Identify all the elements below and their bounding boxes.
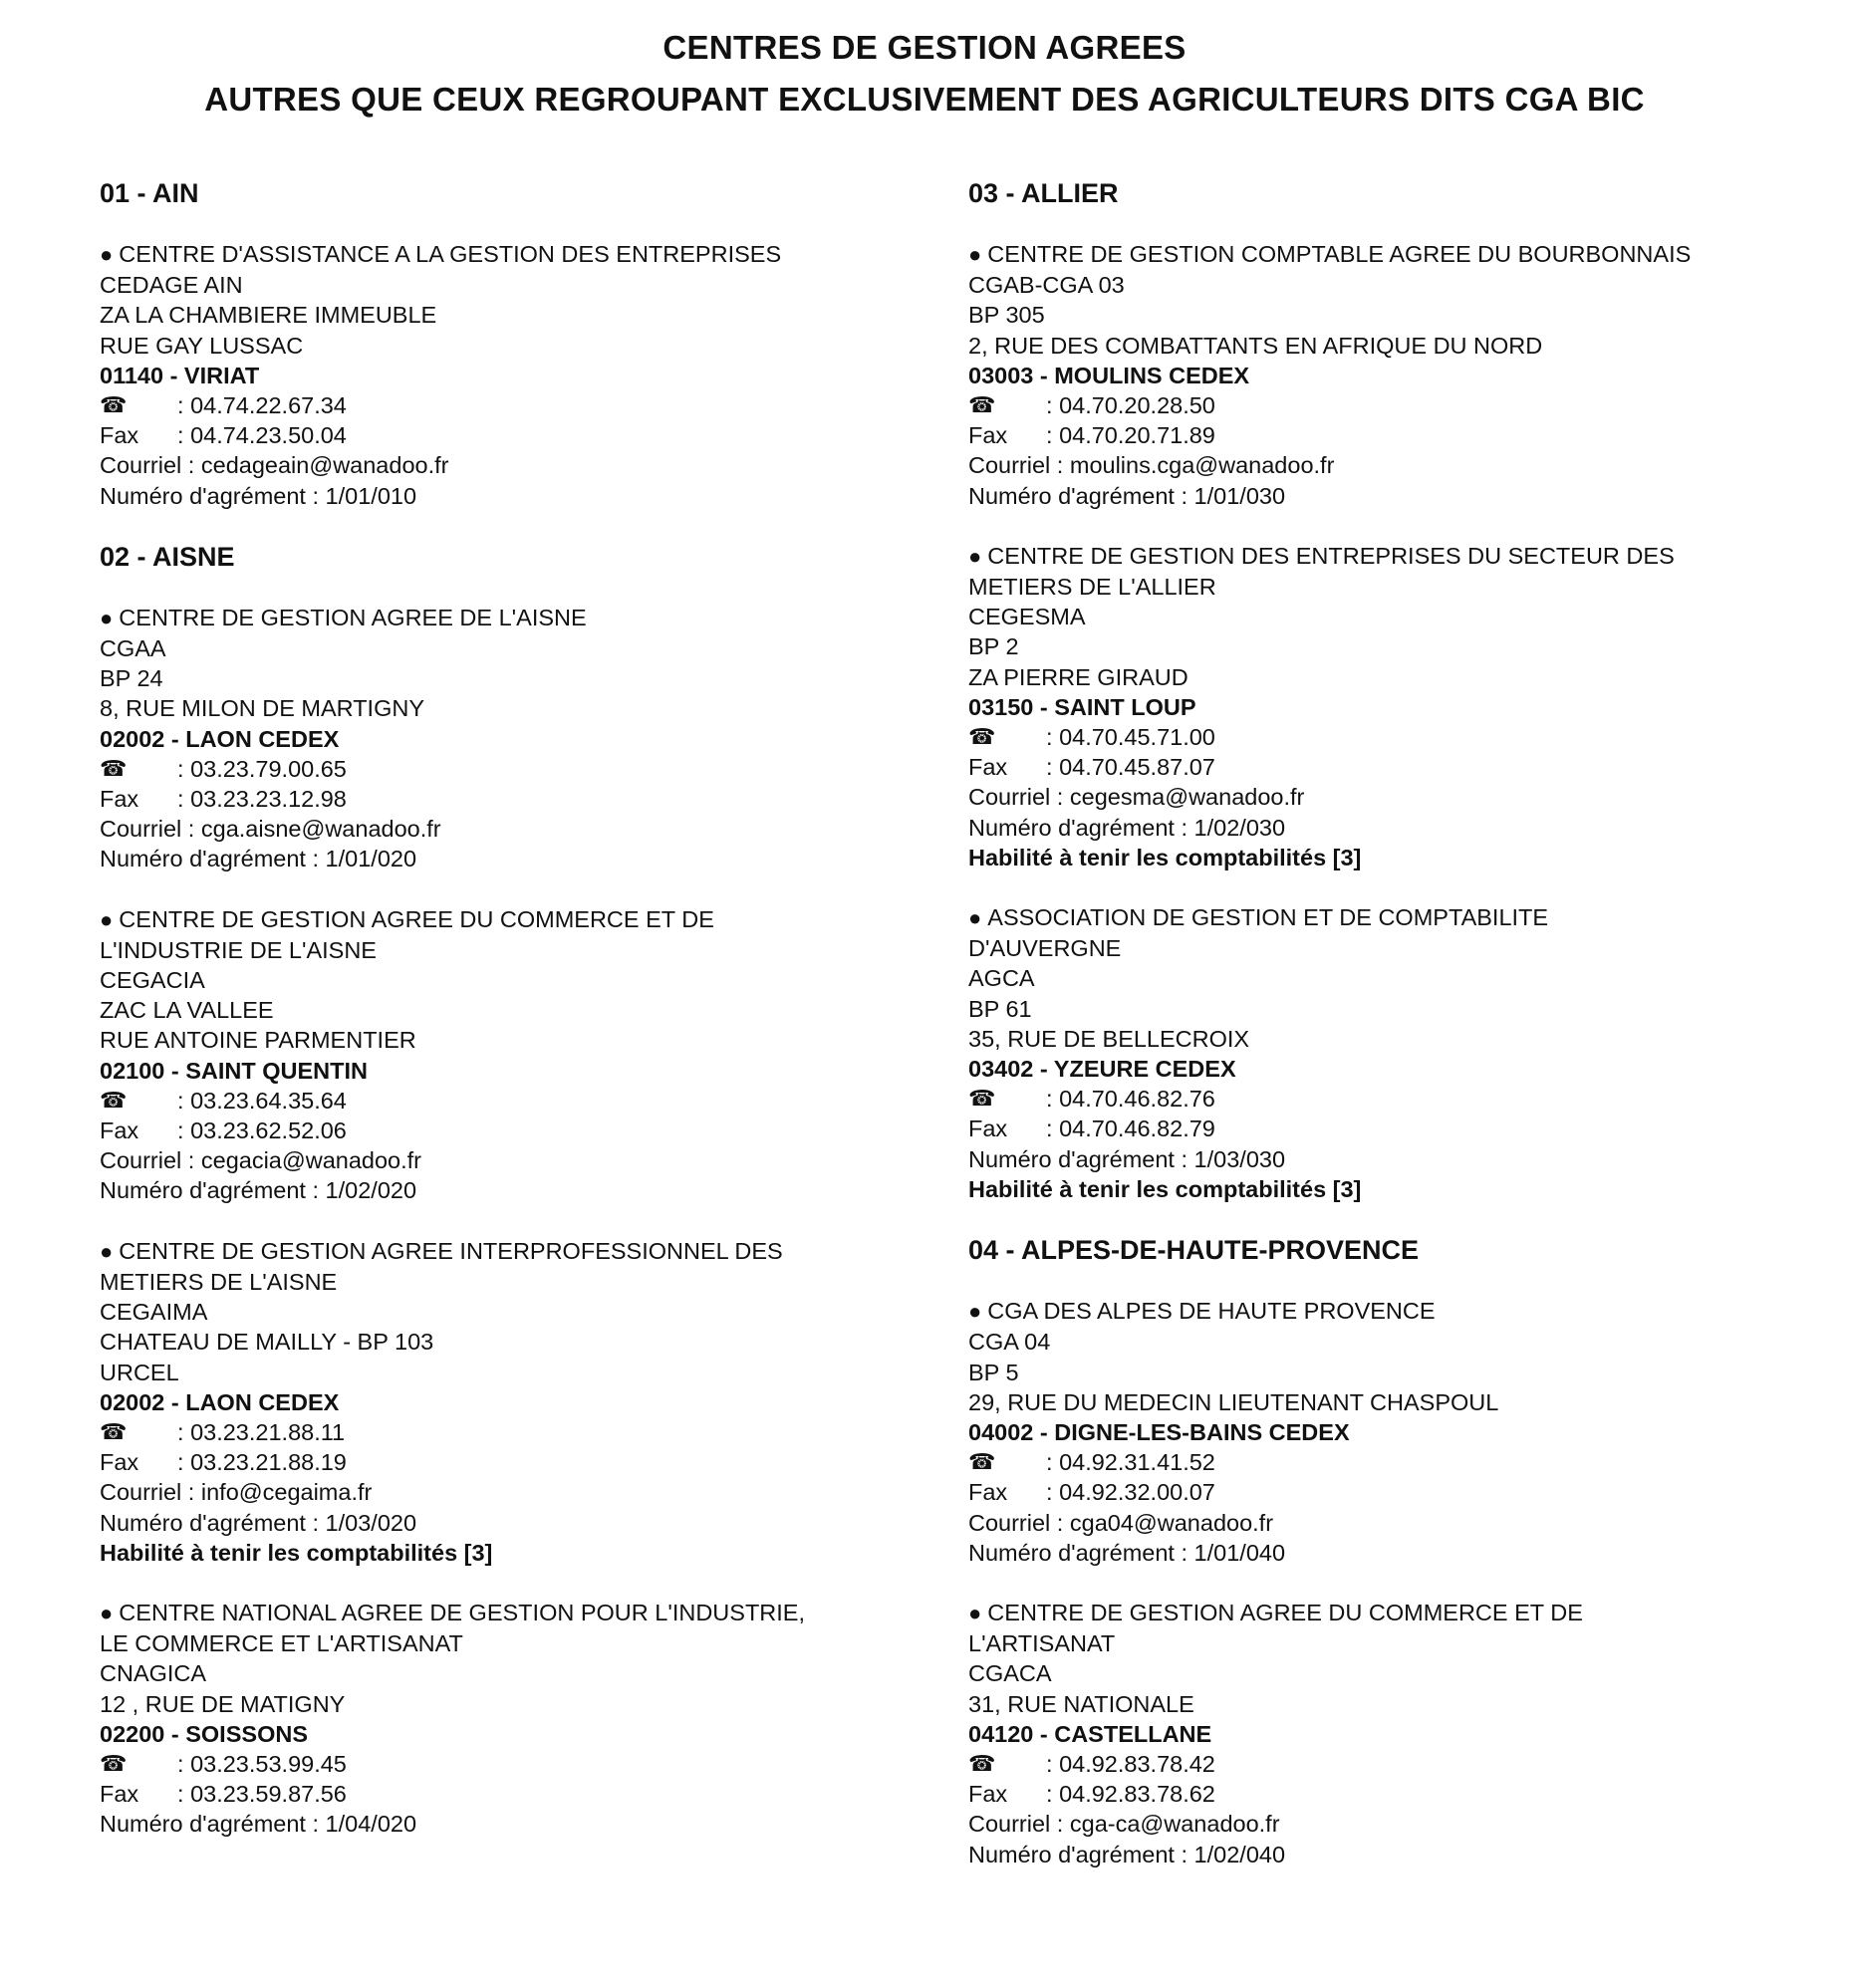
center-name: CGA DES ALPES DE HAUTE PROVENCE: [987, 1298, 1436, 1325]
fax-label: Fax: [100, 1449, 139, 1476]
accounting-authorization: Habilité à tenir les comptabilités [3]: [100, 1539, 493, 1566]
address-line: URCEL: [100, 1359, 179, 1385]
bullet-icon: ●: [100, 906, 114, 932]
fax-number: 04.70.46.82.79: [1059, 1116, 1215, 1142]
approval-number: 1/02/030: [1193, 814, 1286, 841]
address-line: 29, RUE DU MEDECIN LIEUTENANT CHASPOUL: [968, 1388, 1499, 1415]
address-line: BP 5: [968, 1359, 1019, 1385]
approval-label: Numéro d'agrément :: [100, 1509, 326, 1536]
phone-number: 03.23.53.99.45: [190, 1750, 347, 1777]
phone-number: 03.23.79.00.65: [190, 755, 347, 782]
address-line: 35, RUE DE BELLECROIX: [968, 1025, 1250, 1052]
fax-label: Fax: [100, 1781, 139, 1808]
fax-label: Fax: [968, 1781, 1008, 1808]
center-name: CENTRE DE GESTION AGREE DU COMMERCE ET DE: [119, 905, 714, 932]
phone-icon: ☎: [100, 1418, 128, 1444]
address-line: RUE ANTOINE PARMENTIER: [100, 1027, 416, 1054]
left-column: [100, 177, 956, 1869]
address-line: BP 61: [968, 995, 1032, 1022]
approval-label: Numéro d'agrément :: [100, 846, 326, 872]
center-entry: ● CENTRE DE GESTION AGREE DE L'AISNE CGAA BP 24 8, RUE MILON DE MARTIGNY 02002 - LAON CEDEX ☎ : 03.23.79.00.65 Fax : 03.23.23.12.98 Courriel : cga.aisne@wanadoo.fr Numéro d'agrément : 1/01/020: [100, 603, 956, 874]
center-acronym: CGAA: [100, 635, 166, 662]
phone-icon: ☎: [100, 755, 128, 781]
postal-city: 03150 - SAINT LOUP: [968, 693, 1196, 720]
phone-icon: ☎: [968, 724, 996, 750]
address-line: 31, RUE NATIONALE: [968, 1690, 1194, 1717]
phone-number: 04.70.20.28.50: [1059, 392, 1215, 419]
phone-number: 04.92.83.78.42: [1059, 1750, 1215, 1777]
center-entry: ● CENTRE DE GESTION AGREE DU COMMERCE ET DE L'ARTISANAT CGACA 31, RUE NATIONALE 04120 - CASTELLANE ☎ : 04.92.83.78.42 Fax : 04.92.83.78.62 Courriel : cga-ca@wanadoo.fr Numéro d'agrément : 1/02/040: [968, 1598, 1825, 1869]
center-acronym: CGAB-CGA 03: [968, 272, 1125, 299]
center-acronym: CEGESMA: [968, 604, 1086, 630]
email-label: Courriel :: [968, 452, 1070, 479]
fax-number: 03.23.62.52.06: [190, 1118, 347, 1144]
phone-icon: ☎: [100, 1087, 128, 1113]
department-heading: 03 - ALLIER: [968, 178, 1119, 208]
approval-label: Numéro d'agrément :: [100, 482, 326, 509]
fax-number: 03.23.21.88.19: [190, 1449, 347, 1476]
center-entry: ● CENTRE DE GESTION AGREE INTERPROFESSIONNEL DES METIERS DE L'AISNE CEGAIMA CHATEAU DE MAILLY - BP 103 URCEL 02002 - LAON CEDEX ☎ : 03.23.21.88.11 Fax : 03.23.21.88.19 Courriel : info@cegaima.fr Numéro d'agrément : 1/03/020 Habilité à tenir les comptabilités [3]: [100, 1236, 956, 1568]
address-line: ZA PIERRE GIRAUD: [968, 663, 1189, 690]
phone-number: 03.23.64.35.64: [190, 1087, 347, 1114]
fax-number: 04.92.32.00.07: [1059, 1479, 1215, 1506]
phone-number: 04.70.45.71.00: [1059, 724, 1215, 751]
center-name: CENTRE DE GESTION AGREE DE L'AISNE: [119, 604, 587, 630]
email-address: cga.aisne@wanadoo.fr: [200, 816, 441, 843]
center-entry: ● CENTRE NATIONAL AGREE DE GESTION POUR L'INDUSTRIE, LE COMMERCE ET L'ARTISANAT CNAGICA 12 , RUE DE MATIGNY 02200 - SOISSONS ☎ : 03.23.53.99.45 Fax : 03.23.59.87.56 Numéro d'agrément : 1/04/020: [100, 1598, 956, 1840]
bullet-icon: ●: [968, 543, 982, 569]
department-heading: 02 - AISNE: [100, 541, 235, 572]
fax-label: Fax: [968, 1479, 1008, 1506]
email-address: cedageain@wanadoo.fr: [200, 452, 449, 479]
bullet-icon: ●: [968, 905, 982, 931]
department-heading: 04 - ALPES-DE-HAUTE-PROVENCE: [968, 1235, 1420, 1266]
approval-number: 1/02/020: [325, 1177, 417, 1204]
approval-number: 1/01/020: [325, 846, 417, 872]
center-acronym: CEGAIMA: [100, 1299, 208, 1326]
email-label: Courriel :: [100, 1147, 201, 1174]
document-header: [0, 22, 1849, 125]
center-entry: ● CGA DES ALPES DE HAUTE PROVENCE CGA 04 BP 5 29, RUE DU MEDECIN LIEUTENANT CHASPOUL 04002 - DIGNE-LES-BAINS CEDEX ☎ : 04.92.31.41.52 Fax : 04.92.32.00.07 Courriel : cga04@wanadoo.fr Numéro d'agrément : 1/01/040: [968, 1296, 1825, 1568]
bullet-icon: ●: [100, 1238, 114, 1264]
center-name-cont: METIERS DE L'ALLIER: [968, 574, 1216, 601]
document-title: CENTRES DE GESTION AGREES: [662, 29, 1187, 66]
bullet-icon: ●: [100, 242, 114, 267]
email-address: cga04@wanadoo.fr: [1069, 1509, 1274, 1536]
approval-label: Numéro d'agrément :: [968, 1539, 1194, 1566]
email-address: info@cegaima.fr: [200, 1479, 373, 1506]
postal-city: 04002 - DIGNE-LES-BAINS CEDEX: [968, 1418, 1350, 1445]
bullet-icon: ●: [968, 1600, 982, 1625]
address-line: BP 2: [968, 633, 1019, 660]
email-label: Courriel :: [100, 816, 201, 843]
center-name: CENTRE DE GESTION DES ENTREPRISES DU SECTEUR DES: [987, 542, 1675, 569]
accounting-authorization: Habilité à tenir les comptabilités [3]: [968, 1175, 1362, 1202]
center-entry: ● CENTRE D'ASSISTANCE A LA GESTION DES ENTREPRISES CEDAGE AIN ZA LA CHAMBIERE IMMEUBLE RUE GAY LUSSAC 01140 - VIRIAT ☎ : 04.74.22.67.34 Fax : 04.74.23.50.04 Courriel : cedageain@wanadoo.fr Numéro d'agrément : 1/01/010: [100, 239, 956, 511]
address-line: ZA LA CHAMBIERE IMMEUBLE: [100, 302, 437, 329]
address-line: 12 , RUE DE MATIGNY: [100, 1690, 346, 1717]
address-line: 2, RUE DES COMBATTANTS EN AFRIQUE DU NORD: [968, 332, 1543, 359]
fax-number: 04.70.20.71.89: [1059, 422, 1215, 449]
postal-city: 03003 - MOULINS CEDEX: [968, 362, 1250, 388]
phone-icon: ☎: [100, 1750, 128, 1776]
bullet-icon: ●: [100, 605, 114, 630]
address-line: CHATEAU DE MAILLY - BP 103: [100, 1329, 434, 1356]
approval-number: 1/01/040: [1193, 1539, 1286, 1566]
phone-number: 03.23.21.88.11: [190, 1418, 346, 1445]
bullet-icon: ●: [968, 1299, 982, 1325]
email-address: cegesma@wanadoo.fr: [1069, 784, 1305, 811]
center-acronym: CNAGICA: [100, 1660, 207, 1687]
department-heading: 01 - AIN: [100, 178, 199, 208]
center-name: CENTRE DE GESTION COMPTABLE AGREE DU BOURBONNAIS: [987, 241, 1692, 267]
phone-number: 04.70.46.82.76: [1059, 1086, 1215, 1113]
fax-label: Fax: [100, 786, 139, 813]
address-line: ZAC LA VALLEE: [100, 997, 274, 1024]
approval-number: 1/03/020: [325, 1509, 417, 1536]
center-name: CENTRE D'ASSISTANCE A LA GESTION DES ENTREPRISES: [119, 241, 782, 267]
phone-icon: ☎: [968, 392, 996, 418]
accounting-authorization: Habilité à tenir les comptabilités [3]: [968, 844, 1362, 870]
right-column: [968, 177, 1825, 1899]
center-name-cont: L'INDUSTRIE DE L'AISNE: [100, 936, 377, 963]
fax-label: Fax: [968, 754, 1008, 781]
center-name: CENTRE DE GESTION AGREE INTERPROFESSIONNEL DES: [119, 1237, 783, 1264]
center-acronym: CEDAGE AIN: [100, 272, 243, 299]
email-address: cga-ca@wanadoo.fr: [1069, 1811, 1280, 1838]
approval-number: 1/02/040: [1193, 1841, 1286, 1867]
center-acronym: AGCA: [968, 965, 1035, 992]
address-line: BP 305: [968, 302, 1045, 329]
phone-icon: ☎: [968, 1449, 996, 1475]
center-entry: ● CENTRE DE GESTION DES ENTREPRISES DU SECTEUR DES METIERS DE L'ALLIER CEGESMA BP 2 ZA PIERRE GIRAUD 03150 - SAINT LOUP ☎ : 04.70.45.71.00 Fax : 04.70.45.87.07 Courriel : cegesma@wanadoo.fr Numéro d'agrément : 1/02/030 Habilité à tenir les comptabilités [3]: [968, 541, 1825, 872]
approval-number: 1/03/030: [1193, 1145, 1286, 1172]
postal-city: 03402 - YZEURE CEDEX: [968, 1056, 1236, 1083]
fax-number: 03.23.59.87.56: [190, 1781, 347, 1808]
email-label: Courriel :: [968, 1811, 1070, 1838]
phone-icon: ☎: [100, 392, 128, 418]
email-label: Courriel :: [100, 1479, 201, 1506]
postal-city: 04120 - CASTELLANE: [968, 1720, 1212, 1747]
address-line: 8, RUE MILON DE MARTIGNY: [100, 695, 425, 722]
approval-number: 1/01/010: [325, 482, 417, 509]
phone-icon: ☎: [968, 1086, 996, 1112]
approval-label: Numéro d'agrément :: [968, 814, 1194, 841]
fax-number: 03.23.23.12.98: [190, 786, 347, 813]
center-name-cont: LE COMMERCE ET L'ARTISANAT: [100, 1630, 463, 1657]
center-name: CENTRE DE GESTION AGREE DU COMMERCE ET DE: [987, 1599, 1583, 1625]
email-address: cegacia@wanadoo.fr: [200, 1147, 422, 1174]
center-name-cont: D'AUVERGNE: [968, 935, 1122, 962]
bullet-icon: ●: [100, 1600, 114, 1625]
approval-label: Numéro d'agrément :: [968, 1145, 1194, 1172]
postal-city: 02200 - SOISSONS: [100, 1720, 308, 1747]
fax-number: 04.92.83.78.62: [1059, 1781, 1215, 1808]
phone-icon: ☎: [968, 1750, 996, 1776]
postal-city: 02002 - LAON CEDEX: [100, 725, 340, 752]
fax-label: Fax: [100, 1118, 139, 1144]
email-label: Courriel :: [100, 452, 201, 479]
approval-label: Numéro d'agrément :: [100, 1177, 326, 1204]
center-acronym: CEGACIA: [100, 967, 205, 994]
email-label: Courriel :: [968, 784, 1070, 811]
center-name-cont: METIERS DE L'AISNE: [100, 1268, 338, 1295]
postal-city: 01140 - VIRIAT: [100, 362, 260, 388]
center-acronym: CGACA: [968, 1660, 1052, 1687]
phone-number: 04.92.31.41.52: [1059, 1449, 1215, 1476]
email-address: moulins.cga@wanadoo.fr: [1069, 452, 1335, 479]
approval-number: 1/04/020: [325, 1811, 417, 1838]
address-line: RUE GAY LUSSAC: [100, 332, 304, 359]
approval-label: Numéro d'agrément :: [968, 482, 1194, 509]
center-name-cont: L'ARTISANAT: [968, 1630, 1116, 1657]
center-entry: ● ASSOCIATION DE GESTION ET DE COMPTABILITE D'AUVERGNE AGCA BP 61 35, RUE DE BELLECROIX 03402 - YZEURE CEDEX ☎ : 04.70.46.82.76 Fax : 04.70.46.82.79 Numéro d'agrément : 1/03/030 Habilité à tenir les comptabilités [3]: [968, 902, 1825, 1204]
center-name: CENTRE NATIONAL AGREE DE GESTION POUR L'INDUSTRIE,: [119, 1599, 806, 1625]
postal-city: 02002 - LAON CEDEX: [100, 1388, 340, 1415]
center-acronym: CGA 04: [968, 1329, 1051, 1356]
address-line: BP 24: [100, 665, 163, 692]
fax-number: 04.70.45.87.07: [1059, 754, 1215, 781]
fax-number: 04.74.23.50.04: [190, 422, 347, 449]
phone-number: 04.74.22.67.34: [190, 392, 347, 419]
approval-label: Numéro d'agrément :: [968, 1841, 1194, 1867]
fax-label: Fax: [100, 422, 139, 449]
center-entry: ● CENTRE DE GESTION COMPTABLE AGREE DU BOURBONNAIS CGAB-CGA 03 BP 305 2, RUE DES COMBATTANTS EN AFRIQUE DU NORD 03003 - MOULINS CEDEX ☎ : 04.70.20.28.50 Fax : 04.70.20.71.89 Courriel : moulins.cga@wanadoo.fr Numéro d'agrément : 1/01/030: [968, 239, 1825, 511]
center-name: ASSOCIATION DE GESTION ET DE COMPTABILITE: [987, 904, 1549, 931]
fax-label: Fax: [968, 422, 1008, 449]
bullet-icon: ●: [968, 242, 982, 267]
postal-city: 02100 - SAINT QUENTIN: [100, 1057, 369, 1084]
fax-label: Fax: [968, 1116, 1008, 1142]
center-entry: ● CENTRE DE GESTION AGREE DU COMMERCE ET DE L'INDUSTRIE DE L'AISNE CEGACIA ZAC LA VALLEE RUE ANTOINE PARMENTIER 02100 - SAINT QUENTIN ☎ : 03.23.64.35.64 Fax : 03.23.62.52.06 Courriel : cegacia@wanadoo.fr Numéro d'agrément : 1/02/020: [100, 904, 956, 1206]
approval-number: 1/01/030: [1193, 482, 1286, 509]
email-label: Courriel :: [968, 1509, 1070, 1536]
approval-label: Numéro d'agrément :: [100, 1811, 326, 1838]
document-subtitle: AUTRES QUE CEUX REGROUPANT EXCLUSIVEMENT DES AGRICULTEURS DITS CGA BIC: [204, 81, 1645, 118]
